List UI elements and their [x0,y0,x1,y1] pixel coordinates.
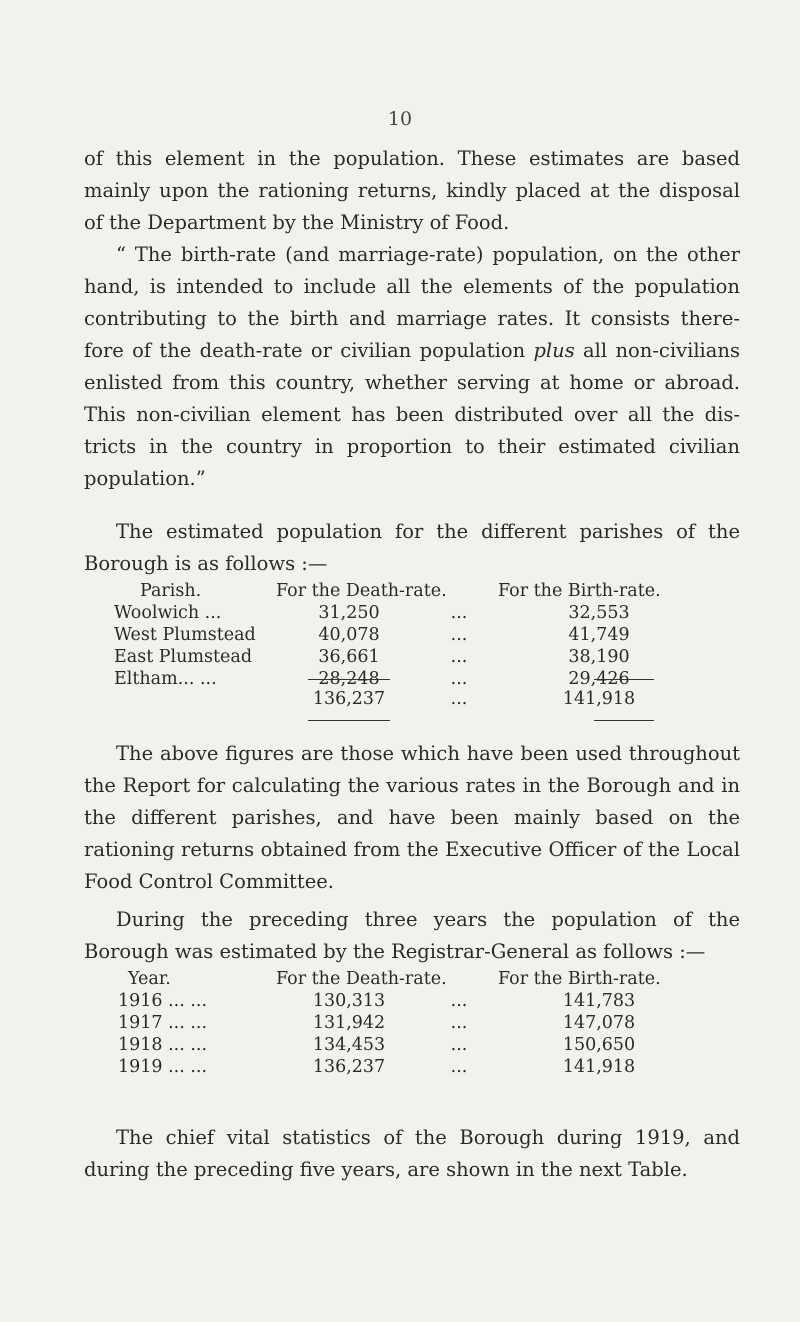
leader-dots: ... [450,669,468,689]
quote-emphasis: plus [533,339,575,362]
column-header-year: Year. [128,969,171,989]
death-rate-value: 40,078 [318,625,380,645]
table-total-row [84,688,740,710]
page-number: 10 [387,108,413,130]
paragraph-birth-rate-quote [84,239,740,495]
paragraph-closing: The chief vital statistics of the Borough during 1919, and during the preceding five years, are shown in the next Table. [84,1126,740,1181]
birth-rate-value: 147,078 [562,1013,636,1033]
death-rate-value: 134,453 [312,1035,386,1055]
paragraph-registrar-intro: During the preceding three years the population of the Borough was estimated by the Registrar-General as follows :— [84,908,740,963]
row-label: 1917 ... ... [118,1013,208,1033]
table-header-row [84,580,740,602]
death-rate-value: 130,313 [312,991,386,1011]
leader-dots: ... [450,625,468,645]
table-row [84,624,740,646]
leader-dots: ... [450,1013,468,1033]
leader-dots: ... [450,1035,468,1055]
column-header-death-rate: For the Death-rate. [276,969,447,989]
yearly-population-table [84,968,740,1078]
death-rate-value: 136,237 [312,1057,386,1077]
row-label: Woolwich ... [114,603,222,623]
column-header-death-rate: For the Death-rate. [276,581,447,601]
death-rate-total: 136,237 [312,689,386,709]
table-header-row [84,968,740,990]
paragraph-parish-intro: The estimated population for the different parishes of the Borough is as follows :— [84,520,740,575]
death-rate-value: 31,250 [318,603,380,623]
birth-rate-total: 141,918 [562,689,636,709]
birth-rate-value: 32,553 [568,603,630,623]
death-rate-value: 36,661 [318,647,380,667]
birth-rate-value: 141,918 [562,1057,636,1077]
row-label: 1916 ... ... [118,991,208,1011]
death-rate-value: 131,942 [312,1013,386,1033]
column-header-parish: Parish. [140,581,202,601]
row-label: Eltham... ... [114,669,217,689]
table-row [84,602,740,624]
column-header-birth-rate: For the Birth-rate. [498,969,661,989]
birth-rate-value: 150,650 [562,1035,636,1055]
paragraph-figures-explanation: The above figures are those which have been used throughout the Report for calculating the various rates in the Borough and in the different parishes, and have been mainly based on the rationing returns obtained from the Executive Officer of the Local Food Control Committee. [84,742,740,893]
sum-rule-birth [594,679,654,680]
death-rate-value: 28,248 [318,669,380,689]
table-row [84,1034,740,1056]
row-label: East Plumstead [114,647,253,667]
total-rule-birth [594,720,654,721]
sum-rule-death [308,679,390,680]
parish-population-table [84,580,740,709]
row-label: 1919 ... ... [118,1057,208,1077]
row-label: 1918 ... ... [118,1035,208,1055]
birth-rate-value: 29,426 [568,669,630,689]
birth-rate-value: 141,783 [562,991,636,1011]
leader-dots: ... [450,1057,468,1077]
quote-text-after: all non-civilians enlisted from this country, whether serving at home or abroad. This non-civilian element has been distributed over all the dis-tricts in the country in proportion to their estimated civilian population.” [84,339,740,490]
table-row [84,1056,740,1078]
leader-dots: ... [450,603,468,623]
leader-dots: ... [450,991,468,1011]
birth-rate-value: 41,749 [568,625,630,645]
quote-text-before: “ The birth-rate (and marriage-rate) population, on the other hand, is intended to include all the elements of the population contributing to the birth and marriage rates. It consists there-fore of the death-rate or civilian population [84,243,740,362]
leader-dots: ... [450,689,468,709]
total-rule-death [308,720,390,721]
column-header-birth-rate: For the Birth-rate. [498,581,661,601]
leader-dots: ... [450,647,468,667]
table-row [84,990,740,1012]
table-row [84,1012,740,1034]
birth-rate-value: 38,190 [568,647,630,667]
table-row [84,646,740,668]
row-label: West Plumstead [114,625,256,645]
paragraph-intro: of this element in the population. These estimates are based mainly upon the rationing returns, kindly placed at the disposal of the Department by the Ministry of Food. [84,147,740,234]
